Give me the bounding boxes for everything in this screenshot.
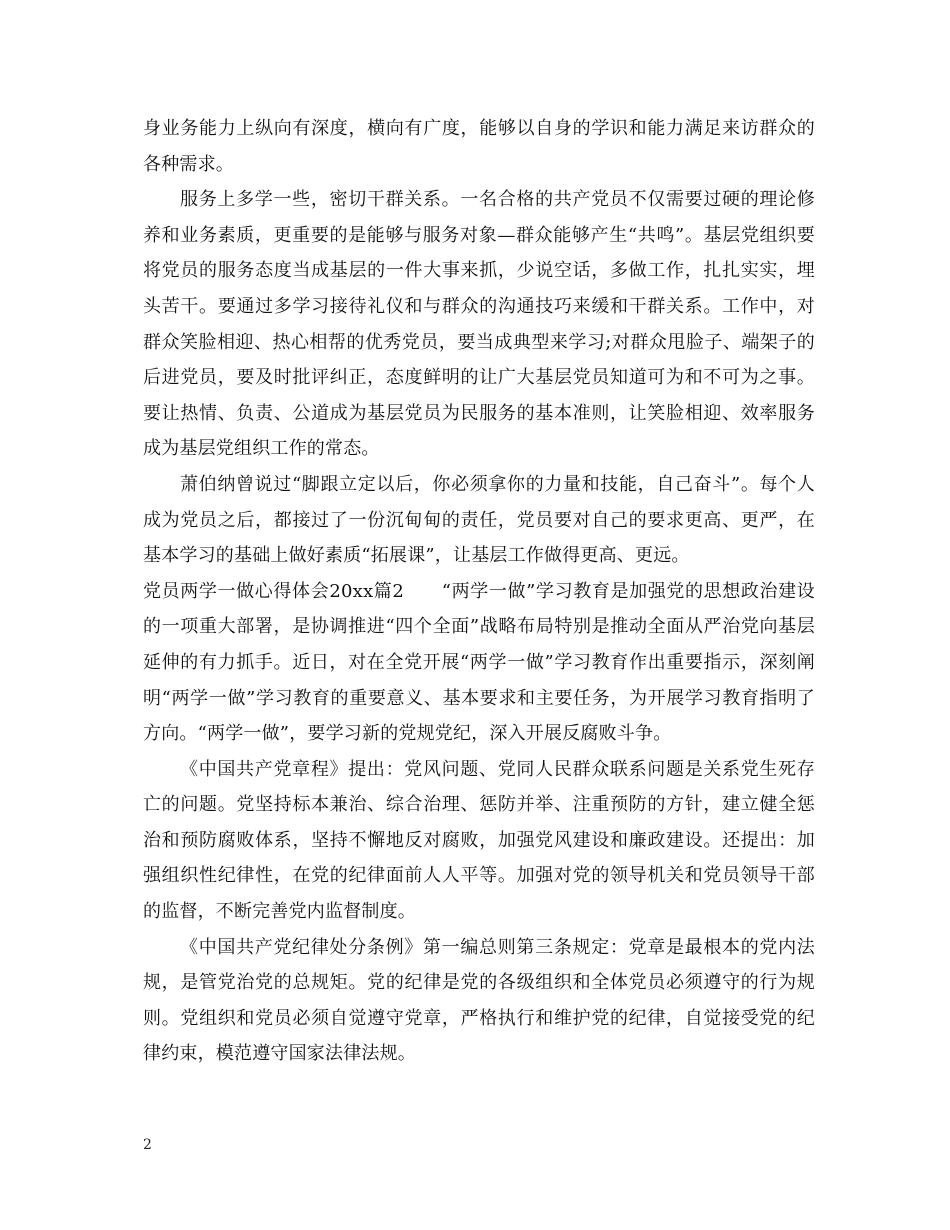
paragraph-4: 党员两学一做心得体会20xx篇2 “两学一做”学习教育是加强党的思想政治建设的一项重大部署，是协调推进“四个全面”战略布局特别是推动全面从严治党向基层延伸的有力抓手。近日，对在全党开展“两学一做”学习教育作出重要指示，深刻阐明“两学一做”学习教育的重要意义、基本要求和主要任务，为开展学习教育指明了方向。“两学一做”，要学习新的党规党纪，深入开展反腐败斗争。 [143, 580, 815, 745]
document-body [143, 111, 815, 1072]
paragraph-2: 服务上多学一些，密切干群关系。一名合格的共产党员不仅需要过硬的理论修养和业务素质，更重要的是能够与服务对象—群众能够产生“共鸣”。基层党组织要将党员的服务态度当成基层的一件大事来抓，少说空话，多做工作，扎扎实实，埋头苦干。要通过多学习接待礼仪和与群众的沟通技巧来缓和干群关系。工作中，对群众笑脸相迎、热心相帮的优秀党员，要当成典型来学习;对群众甩脸子、端架子的后进党员，要及时批评纠正，态度鲜明的让广大基层党员知道可为和不可为之事。要让热情、负责、公道成为基层党员为民服务的基本准则，让笑脸相迎、效率服务成为基层党组织工作的常态。 [143, 189, 815, 460]
paragraph-5: 《中国共产党章程》提出：党风问题、党同人民群众联系问题是关系党生死存亡的问题。党坚持标本兼治、综合治理、惩防并举、注重预防的方针，建立健全惩治和预防腐败体系，坚持不懈地反对腐败，加强党风建设和廉政建设。还提出：加强组织性纪律性，在党的纪律面前人人平等。加强对党的领导机关和党员领导干部的监督，不断完善党内监督制度。 [143, 758, 815, 923]
paragraph-3: 萧伯纳曾说过“脚跟立定以后，你必须拿你的力量和技能，自己奋斗”。每个人成为党员之后，都接过了一份沉甸甸的责任，党员要对自己的要求更高、更严，在基本学习的基础上做好素质“拓展课”，让基层工作做得更高、更远。 [143, 473, 815, 567]
paragraph-6: 《中国共产党纪律处分条例》第一编总则第三条规定：党章是最根本的党内法规，是管党治党的总规矩。党的纪律是党的各级组织和全体党员必须遵守的行为规则。党组织和党员必须自觉遵守党章，严格执行和维护党的纪律，自觉接受党的纪律约束，模范遵守国家法律法规。 [143, 936, 815, 1065]
page-number: 2 [143, 1137, 152, 1153]
paragraph-1: 身业务能力上纵向有深度，横向有广度，能够以自身的学识和能力满足来访群众的各种需求。 [143, 118, 815, 175]
